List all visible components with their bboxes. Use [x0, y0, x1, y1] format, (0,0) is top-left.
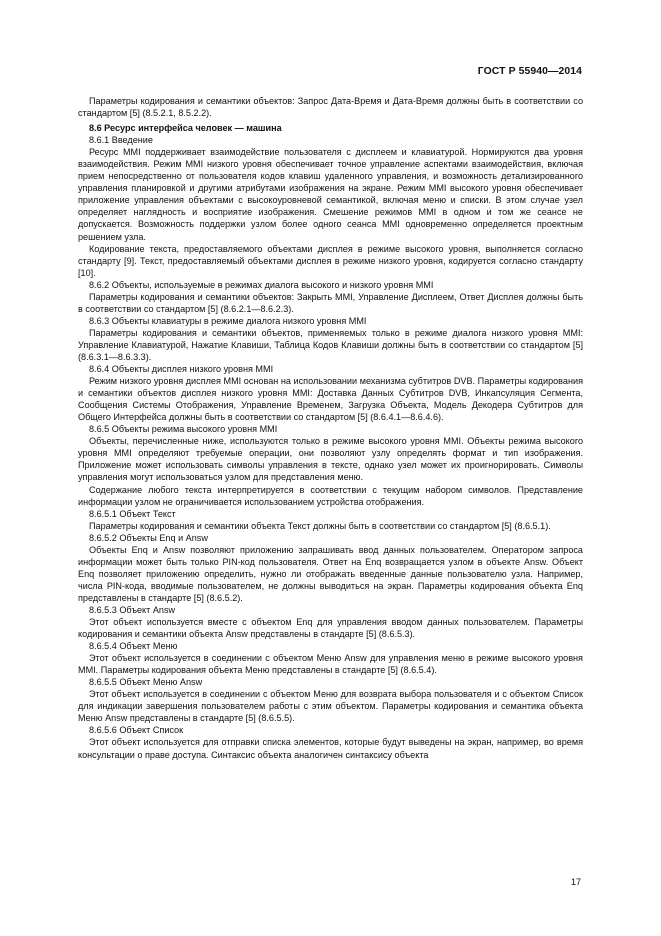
- paragraph: Кодирование текста, предоставляемого объектами дисплея в режиме высокого уровня, выполняется согласно стандарту [9]. Текст, предоставляемый объектами дисплея в режиме низкого уровня, кодируется согласно стандарту [10].: [78, 243, 583, 278]
- standard-header: ГОСТ Р 55940—2014: [477, 66, 582, 77]
- subsection-heading: 8.6.5.3 Объект Answ: [89, 604, 176, 615]
- subsection-heading: 8.6.5.1 Объект Текст: [89, 508, 176, 519]
- paragraph: Объекты Enq и Answ позволяют приложению запрашивать ввод данных пользователем. Оператором запроса информации может быть только PIN-код пользователя. Ответ на Enq возвращается узлом в объекте Answ. Объект Enq позволяет приложению определить, нужно ли отображать введенные данные пользователю узла. Например, числа PIN-кода, вводимые пользователем, не должны выводиться на экран. Параметры кодирования объекта Enq представлены в стандарте [5] (8.6.5.2).: [78, 544, 583, 603]
- paragraph: Параметры кодирования и семантики объектов: Запрос Дата-Время и Дата-Время должны быть в соответствии со стандартом [5] (8.5.2.1, 8.5.2.2).: [78, 96, 583, 119]
- subsection-heading: 8.6.5.5 Объект Меню Answ: [89, 677, 203, 688]
- paragraph: Этот объект используется в соединении с объектом Меню Answ для управления меню в режиме высокого уровня MMI. Параметры кодирования объекта Меню представлены в стандарте [5] (8.6.5.4).: [78, 653, 583, 676]
- paragraph: Этот объект используется вместе с объектом Enq для управления вводом данных пользователем. Параметры кодирования и семантики объекта Answ представлены в стандарте [5] (8.6.5.3).: [78, 617, 583, 640]
- subsection-heading: 8.6.3 Объекты клавиатуры в режиме диалога низкого уровня MMI: [89, 315, 367, 326]
- paragraph: Содержание любого текста интерпретируется в соответствии с текущим набором символов. Представление информации узлом не ограничивается использованием устройства отображения.: [78, 484, 583, 507]
- subsection-heading: 8.6.2 Объекты, используемые в режимах диалога высокого и низкого уровня MMI: [89, 279, 434, 290]
- document-body: [78, 95, 583, 761]
- subsection-heading: 8.6.1 Введение: [89, 135, 153, 146]
- subsection-heading: 8.6.5.6 Объект Список: [89, 725, 184, 736]
- page-number: 17: [570, 877, 581, 887]
- paragraph: Режим низкого уровня дисплея MMI основан на использовании механизма субтитров DVB. Параметры кодирования и семантики объектов дисплея низкого уровня MMI: Доставка Данных Субтитров DVB, Инкапсуляция Сегмента, Сообщения Системы Отображения, Управление Временем, Загрузка Объекта, Модель Декодера Субтитров для Общего Интерфейса должны быть в соответствии со стандартом [5] (8.6.4.1—8.6.4.6).: [78, 376, 583, 423]
- subsection-heading: 8.6.4 Объекты дисплея низкого уровня MMI: [89, 364, 274, 375]
- paragraph: Параметры кодирования и семантики объектов, применяемых только в режиме диалога низкого уровня MMI: Управление Клавиатурой, Нажатие Клавиши, Таблица Кодов Клавиши должны быть в соответствии со стандартом [5] (8.6.3.1—8.6.3.3).: [78, 327, 583, 362]
- paragraph: Параметры кодирования и семантики объекта Текст должны быть в соответствии со стандартом [5] (8.6.5.1).: [89, 520, 551, 531]
- subsection-heading: 8.6.5 Объекты режима высокого уровня MMI: [89, 424, 278, 435]
- section-heading: 8.6 Ресурс интерфейса человек — машина: [89, 123, 282, 134]
- subsection-heading: 8.6.5.4 Объект Меню: [89, 641, 178, 652]
- paragraph: Этот объект используется для отправки списка элементов, которые будут выведены на экран, например, во время консультации о праве доступа. Синтаксис объекта аналогичен синтаксису объекта: [78, 737, 583, 760]
- paragraph: Параметры кодирования и семантики объектов: Закрыть MMI, Управление Дисплеем, Ответ Дисплея должны быть в соответствии со стандартом [5] (8.6.2.1—8.6.2.3).: [78, 291, 583, 314]
- subsection-heading: 8.6.5.2 Объекты Enq и Answ: [89, 532, 208, 543]
- paragraph: Объекты, перечисленные ниже, используются только в режиме высокого уровня MMI. Объекты режима высокого уровня MMI определяют требуемые операции, они позволяют узлу определять формат и тип изображения. Приложение может использовать символы управления в тексте, однако узел может их проигнорировать. Символы управления могут использоваться узлом для представления меню.: [78, 436, 583, 483]
- paragraph: Этот объект используется в соединении с объектом Меню для возврата выбора пользователя и с объектом Список для индикации завершения пользователем работы с этим объектом. Параметры кодирования и семантика объекта Меню Answ представлены в стандарте [5] (8.6.5.5).: [78, 689, 583, 724]
- paragraph: Ресурс MMI поддерживает взаимодействие пользователя с дисплеем и клавиатурой. Нормируются два уровня взаимодействия. Режим MMI низкого уровня обеспечивает точное управление аспектами взаимодействия, включая прием непосредственно от пользователя кодов клавиш удаленного управления, и возможность детализированного управления планировкой и другими атрибутами изображения на экране. Режим MMI высокого уровня обеспечивает приложение управления объектами с высокоуровневой семантикой, включая меню и списки. В этом случае узел определяет наглядность и восприятие изображения. Смешение режимов MMI в одном и том же сеансе не допускается. Возможность поддержки узлом более одного сеанса MMI одновременно определяется проектным решением узла.: [78, 147, 583, 242]
